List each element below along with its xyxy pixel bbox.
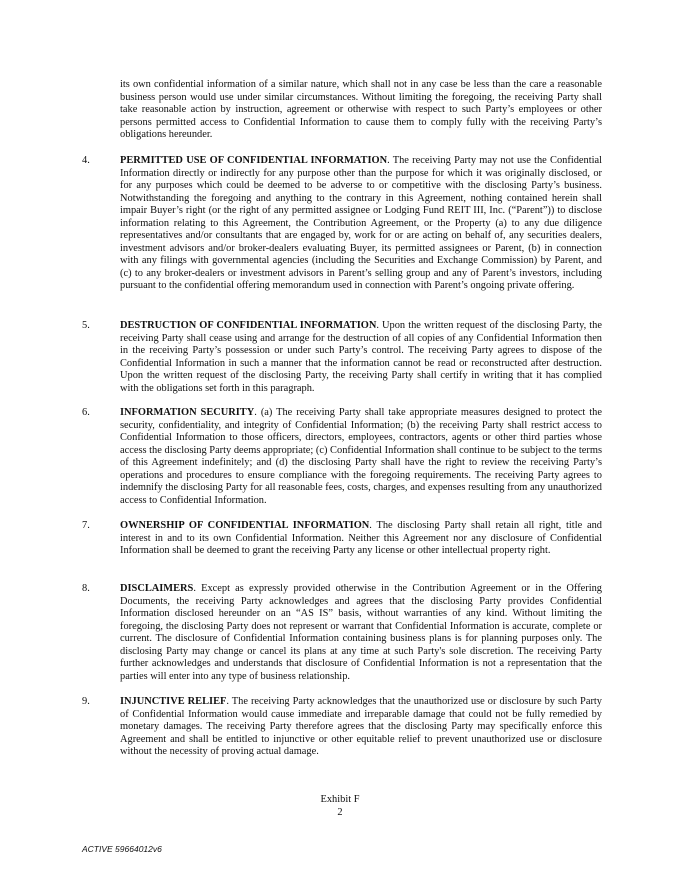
section-content [120,155,602,293]
section-number: 4. [82,155,90,166]
section-text: . The receiving Party acknowledges that the unauthorized use or disclosure by such Party of Confidential Information would cause immediate and irreparable damage that could not be fully remedied by monetary damages. The receiving Party therefore agrees that the disclosing Party may specifically enforce this Agreement and shall be entitled to injunctive or other equitable relief to prevent unauthorized use or disclosure without the necessity of proving actual damage. [120,696,602,757]
section-9 [82,696,602,759]
section-4 [82,155,602,293]
section-number: 5. [82,320,90,331]
section-text: . The disclosing Party shall retain all right, title and interest in and to its own Confidential Information. Neither this Agreement nor any disclosure of Confidential Information shall be deemed to grant the receiving Party any license or other intellectual property right. [120,520,602,556]
section-heading: DESTRUCTION OF CONFIDENTIAL INFORMATION [120,320,377,331]
section-text: . (a) The receiving Party shall take appropriate measures designed to protect the security, confidentiality, and integrity of Confidential Information; (b) the receiving Party shall restrict access to Confidential Information to those officers, directors, employees, contractors, agents or other third parties whose access the disclosing Party deems appropriate; (c) Confidential Information shall continue to be subject to the terms of this Agreement indefinitely; and (d) the disclosing Party shall have the right to review the receiving Party’s operations and procedures to ensure compliance with the foregoing requirements. The receiving Party agrees to indemnify the disclosing Party for all reasonable fees, costs, charges, and expenses resulting from any unauthorized access to Confidential Information. [120,407,602,506]
section-content [120,696,602,759]
page-number: 2 [337,807,343,818]
section-heading: PERMITTED USE OF CONFIDENTIAL INFORMATION [120,155,388,166]
section-text: . The receiving Party may not use the Confidential Information directly or indirectly for any purpose other than the purpose for which it was originally disclosed, or for any purposes which could be deemed to be adverse to or competitive with the disclosing Party’s business. Notwithstanding the foregoing and anything to the contrary in this Agreement, nothing contained herein shall impair Buyer’s right (or the right of any permitted assignee or Lodging Fund REIT III, Inc. (“Parent”)) to disclose information relating to this Agreement, the Contribution Agreement, or the Property (a) to any due diligence representatives and/or consultants that are engaged by, work for or are acting on behalf of, any securities dealers, investment advisors and/or broker-dealers evaluating Buyer, its permitted assignees or Parent, (b) in connection with any filings with governmental agencies (including the Securities and Exchange Commission) by Parent, and (c) to any broker-dealers or investment advisors in Parent’s selling group and any of Parent’s investors, including pursuant to the confidential offering memorandum used in connection with Parent’s ongoing private offering. [120,155,602,291]
intro-paragraph: its own confidential information of a similar nature, which shall not in any case be less than the care a reasonable business person would use under similar circumstances. Without limiting the foregoing, the receiving Party shall take reasonable action by instruction, agreement or otherwise with respect to such Party’s employees or other persons permitted access to Confidential Information to cause them to comply fully with the receiving Party’s obligations hereunder. [120,79,602,140]
document-id: ACTIVE 59664012v6 [82,844,162,854]
section-content [120,583,602,683]
section-content [120,407,602,507]
section-6 [82,407,602,507]
section-number: 7. [82,520,90,531]
section-number: 9. [82,696,90,707]
section-content [120,320,602,395]
section-text: . Upon the written request of the disclosing Party, the receiving Party shall cease using and arrange for the destruction of all copies of any Confidential Information then in the receiving Party’s possession or under such Party’s control. The receiving Party agrees to dispose of the Confidential Information in such a manner that the information cannot be read or reconstructed after destruction. Upon the written request of the disclosing Party, the receiving Party shall certify in writing that it has complied with the obligations set forth in this paragraph. [120,320,602,394]
section-heading: DISCLAIMERS [120,583,194,594]
section-text: . Except as expressly provided otherwise in the Contribution Agreement or in the Offering Documents, the receiving Party acknowledges and agrees that the disclosing Party provides Confidential Information disclosed hereunder on an “AS IS” basis, without warranties of any kind. Without limiting the foregoing, the disclosing Party does not represent or warrant that Confidential Information is accurate, complete or current. The disclosure of Confidential Information containing business plans is for planning purposes only. The disclosing Party may change or cancel its plans at any time at such Party's sole discretion. The receiving Party further acknowledges and understands that disclosure of Confidential Information is not a representation that the parties will enter into any type of business relationship. [120,583,602,682]
section-7 [82,520,602,558]
section-heading: INFORMATION SECURITY [120,407,255,418]
section-number: 6. [82,407,90,418]
section-number: 8. [82,583,90,594]
section-heading: INJUNCTIVE RELIEF [120,696,227,707]
section-heading: OWNERSHIP OF CONFIDENTIAL INFORMATION [120,520,370,531]
section-content [120,520,602,558]
section-5 [82,320,602,395]
section-8 [82,583,602,683]
exhibit-label: Exhibit F [320,794,360,805]
